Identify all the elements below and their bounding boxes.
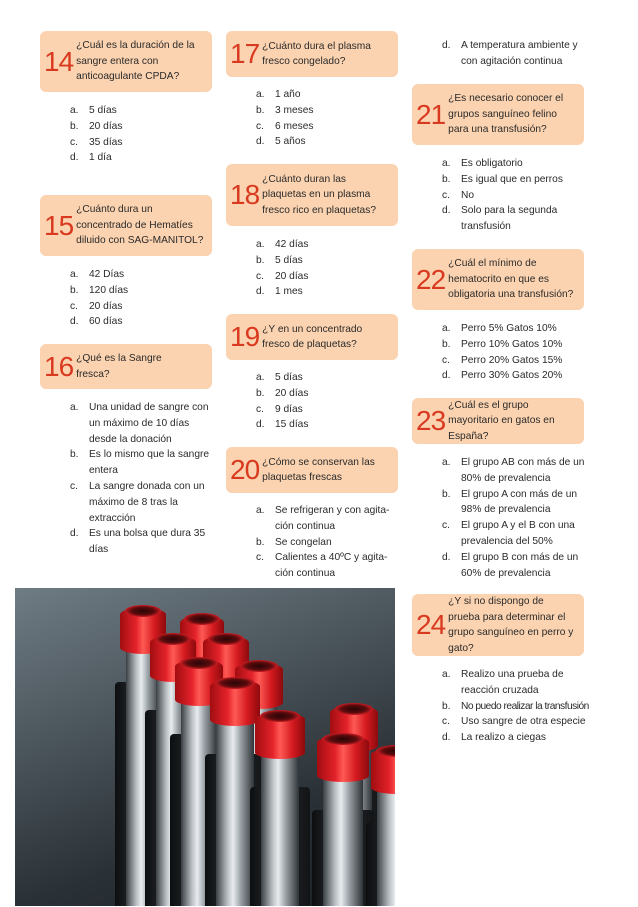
answer-option[interactable]: b. 20 días [70,120,123,132]
question-24-box [412,594,584,656]
question-number: 21 [416,98,446,130]
question-number: 19 [230,321,260,352]
answer-option[interactable]: a. Es obligatorio [442,158,523,169]
question-number: 15 [44,209,74,241]
answer-option[interactable]: a. Realizo una prueba de reacción cruzada [442,669,564,696]
answer-list-22 [442,321,588,384]
answer-option[interactable]: d. Solo para la segunda transfusión [442,205,558,233]
answer-option[interactable]: c. El grupo A y el B con una prevalencia del 50% [442,520,575,547]
answer-option[interactable]: d. El grupo B con más de un 60% de prevalencia [442,551,579,579]
answer-option[interactable]: c. Uso sangre de otra especie [442,716,586,728]
question-text: ¿Cuánto duran las plaquetas en un plasma fresco rico en plaquetas? [262,173,376,216]
answer-option[interactable]: d. La realizo a ciegas [442,732,546,744]
answer-option[interactable]: b. Se congelan [256,536,332,548]
answer-list-15 [70,267,210,330]
question-text: ¿Cómo se conservan las plaquetas frescas [262,456,375,483]
answer-list-18 [256,237,396,300]
answer-option[interactable]: b. 20 días [256,387,309,399]
question-number: 14 [44,45,74,77]
question-text: ¿Y si no dispongo de prueba para determinar el grupo sanguíneo en perro y gato? [448,596,574,654]
question-16-box [40,344,212,389]
answer-list-24 [442,667,592,746]
answer-option[interactable]: c. 35 días [70,136,123,148]
answer-list-19 [256,370,396,433]
answer-option[interactable]: c. No [442,189,475,201]
answer-option[interactable]: c. 6 meses [256,120,314,132]
answer-list-20 [256,503,396,582]
question-text: ¿Qué es la Sangre fresca? [76,353,162,380]
answer-list-14 [70,103,210,166]
question-number: 16 [44,350,74,382]
question-19-box [226,314,398,360]
answer-option[interactable]: c. Perro 20% Gatos 15% [442,354,563,366]
question-14-box [40,31,212,92]
answer-option[interactable]: c. 20 días [70,300,123,312]
answer-option[interactable]: a. 42 Días [70,269,125,280]
answer-list-17 [256,87,396,150]
answer-option[interactable]: b. Perro 10% Gatos 10% [442,338,563,350]
question-text: ¿Cuál es el grupo mayoritario en gatos en España? [448,399,555,442]
question-text: ¿Cuál es la duración de la sangre entera con anticoagulante CPDA? [76,40,195,83]
question-number: 23 [416,405,446,436]
answer-option[interactable]: a. 5 días [256,372,303,383]
answer-option[interactable]: d. Es una bolsa que dura 35 días [70,528,206,556]
answer-option[interactable]: a. El grupo AB con más de un 80% de prevalencia [442,457,585,484]
question-21-box [412,84,584,145]
question-text: ¿Cuál el mínimo de hematocrito en que es obligatoria una transfusión? [448,258,574,301]
answer-option[interactable]: d. 60 días [70,316,123,328]
answer-option[interactable]: b. 3 meses [256,104,314,116]
question-text: ¿Cuánto dura un concentrado de Hematíes diluido con SAG-MANITOL? [76,204,204,247]
answer-option[interactable]: a. Se refrigeran y con agita-ción continua [256,505,390,532]
question-20-box [226,447,398,493]
answer-list-16 [70,400,214,558]
answer-option[interactable]: c. La sangre donada con un máximo de 8 tras la extracción [70,480,205,524]
answer-option[interactable]: b. No puedo realizar la transfusión [442,700,589,712]
question-text: ¿Y en un concentrado fresco de plaquetas? [262,323,363,350]
question-text: ¿Cuánto dura el plasma fresco congelado? [262,40,371,67]
question-number: 22 [416,263,446,295]
question-18-box [226,164,398,226]
answer-option[interactable]: b. 120 días [70,284,129,296]
answer-option[interactable]: a. Una unidad de sangre con un máximo de 10 días desde la donación [70,402,209,445]
question-23-box [412,398,584,444]
question-17-box [226,31,398,77]
question-22-box [412,249,584,310]
question-number: 17 [230,38,260,69]
answer-option[interactable]: b. El grupo A con más de un 98% de prevalencia [442,488,578,516]
answer-list-21 [442,156,588,235]
answer-option[interactable]: c. Calientes a 40ºC y agita-ción continua [256,552,388,580]
answer-option[interactable]: d. 1 día [70,152,112,164]
question-number: 20 [230,454,260,485]
answer-option[interactable]: d. Perro 30% Gatos 20% [442,370,563,382]
answer-option[interactable]: b. 5 días [256,254,303,266]
answer-option[interactable]: b. Es lo mismo que la sangre entera [70,449,210,477]
answer-list-23 [442,455,588,581]
blood-tubes-photo [15,588,395,906]
question-number: 24 [416,609,446,640]
question-text: ¿Es necesario conocer el grupos sanguíneo felino para una transfusión? [448,93,564,136]
answer-option[interactable]: d. 1 mes [256,286,303,298]
answer-option[interactable]: a. 42 días [256,239,309,250]
answer-option[interactable]: a. Perro 5% Gatos 10% [442,323,557,334]
answer-list-20-continued [442,38,588,70]
answer-option[interactable]: a. 5 días [70,105,117,116]
answer-option[interactable]: a. 1 año [256,89,301,100]
answer-option[interactable]: d. A temperatura ambiente y con agitación continua [442,40,578,67]
question-15-box [40,195,212,256]
answer-option[interactable]: c. 9 días [256,403,303,415]
answer-option[interactable]: d. 5 años [256,136,306,148]
question-number: 18 [230,179,260,210]
answer-option[interactable]: b. Es igual que en perros [442,173,563,185]
answer-option[interactable]: d. 15 días [256,419,309,431]
answer-option[interactable]: c. 20 días [256,270,309,282]
